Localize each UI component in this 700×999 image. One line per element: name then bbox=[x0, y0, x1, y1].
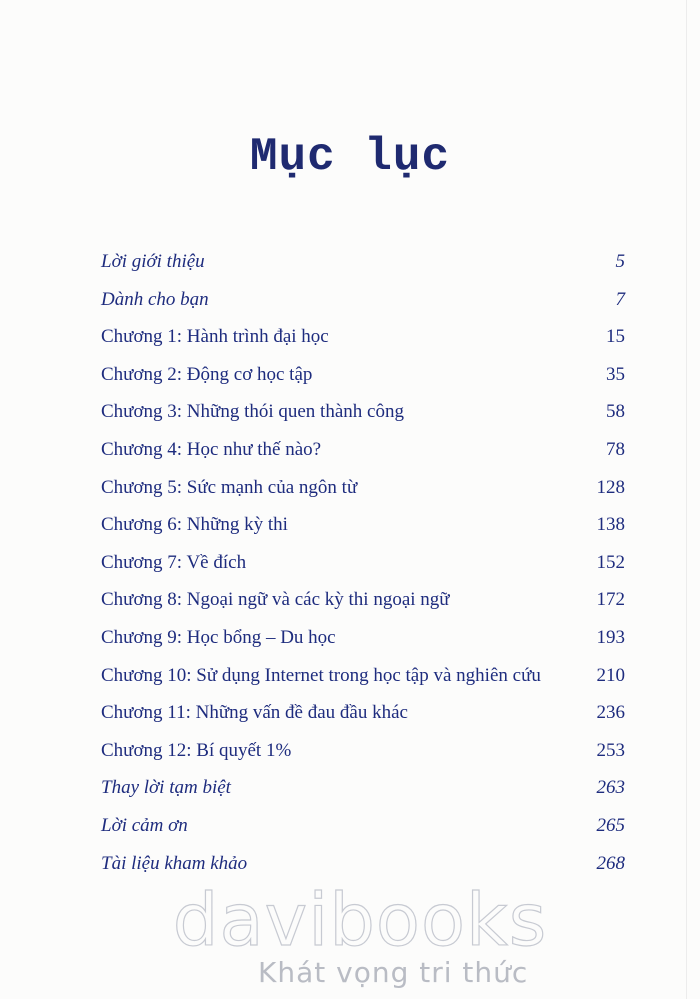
toc-entry-label: Lời giới thiệu bbox=[101, 251, 205, 272]
toc-entry-label: Chương 12: Bí quyết 1% bbox=[101, 739, 292, 761]
toc-entry bbox=[101, 318, 625, 356]
toc-entry-page-number: 265 bbox=[596, 814, 625, 836]
toc-entry-label: Lời cảm ơn bbox=[101, 814, 188, 836]
toc-entry bbox=[101, 769, 625, 807]
watermark-brand: davibooks bbox=[172, 878, 548, 962]
toc-entry-label: Chương 1: Hành trình đại học bbox=[101, 326, 329, 348]
toc-entry-label: Chương 6: Những kỳ thi bbox=[101, 514, 288, 536]
toc-entry-label: Chương 7: Về đích bbox=[101, 551, 247, 573]
toc-entry-page-number: 128 bbox=[596, 476, 625, 498]
toc-entry bbox=[101, 431, 625, 469]
toc-entry-page-number: 152 bbox=[596, 551, 625, 573]
toc-entry-page-number: 193 bbox=[596, 626, 625, 648]
toc-entry bbox=[101, 356, 625, 394]
toc-entry-page-number: 5 bbox=[615, 251, 625, 272]
toc-entry bbox=[101, 393, 625, 431]
toc-entry bbox=[101, 694, 625, 732]
toc-entry-label: Chương 9: Học bổng – Du học bbox=[101, 626, 336, 648]
toc-entry-page-number: 35 bbox=[606, 363, 625, 385]
toc-entry bbox=[101, 807, 625, 845]
toc-entry bbox=[101, 281, 625, 319]
toc-entry-label: Chương 10: Sử dụng Internet trong học tập và nghiên cứu bbox=[101, 664, 541, 686]
table-of-contents bbox=[101, 243, 625, 882]
toc-entry bbox=[101, 581, 625, 619]
toc-entry-page-number: 58 bbox=[606, 401, 625, 423]
toc-entry-label: Thay lời tạm biệt bbox=[101, 777, 231, 799]
toc-entry-page-number: 268 bbox=[596, 852, 625, 874]
watermark-tagline: Khát vọng tri thức bbox=[258, 956, 529, 989]
toc-entry-label: Tài liệu kham khảo bbox=[101, 852, 248, 874]
toc-entry-label: Chương 2: Động cơ học tập bbox=[101, 363, 313, 385]
toc-entry-label: Chương 4: Học như thế nào? bbox=[101, 438, 322, 460]
toc-entry-label: Chương 5: Sức mạnh của ngôn từ bbox=[101, 476, 358, 498]
toc-entry-page-number: 138 bbox=[596, 514, 625, 536]
toc-entry-page-number: 172 bbox=[596, 589, 625, 611]
toc-entry bbox=[101, 845, 625, 883]
toc-entry-page-number: 15 bbox=[606, 326, 625, 348]
toc-entry-label: Chương 11: Những vấn đề đau đầu khác bbox=[101, 702, 408, 724]
toc-entry bbox=[101, 619, 625, 657]
toc-entry-page-number: 7 bbox=[615, 288, 625, 310]
toc-entry-page-number: 253 bbox=[596, 739, 625, 761]
toc-entry-page-number: 210 bbox=[596, 664, 625, 686]
toc-entry bbox=[101, 732, 625, 770]
toc-entry bbox=[101, 243, 625, 281]
toc-entry bbox=[101, 469, 625, 507]
toc-entry-page-number: 78 bbox=[606, 438, 625, 460]
toc-entry bbox=[101, 506, 625, 544]
toc-entry-page-number: 263 bbox=[596, 777, 625, 799]
toc-entry-label: Dành cho bạn bbox=[101, 288, 209, 310]
page-title: Mục lục bbox=[249, 130, 451, 183]
toc-entry-label: Chương 3: Những thói quen thành công bbox=[101, 401, 404, 423]
toc-entry bbox=[101, 544, 625, 582]
toc-entry-label: Chương 8: Ngoại ngữ và các kỳ thi ngoại ngữ bbox=[101, 589, 450, 611]
toc-entry bbox=[101, 657, 625, 695]
toc-entry-page-number: 236 bbox=[596, 702, 625, 724]
